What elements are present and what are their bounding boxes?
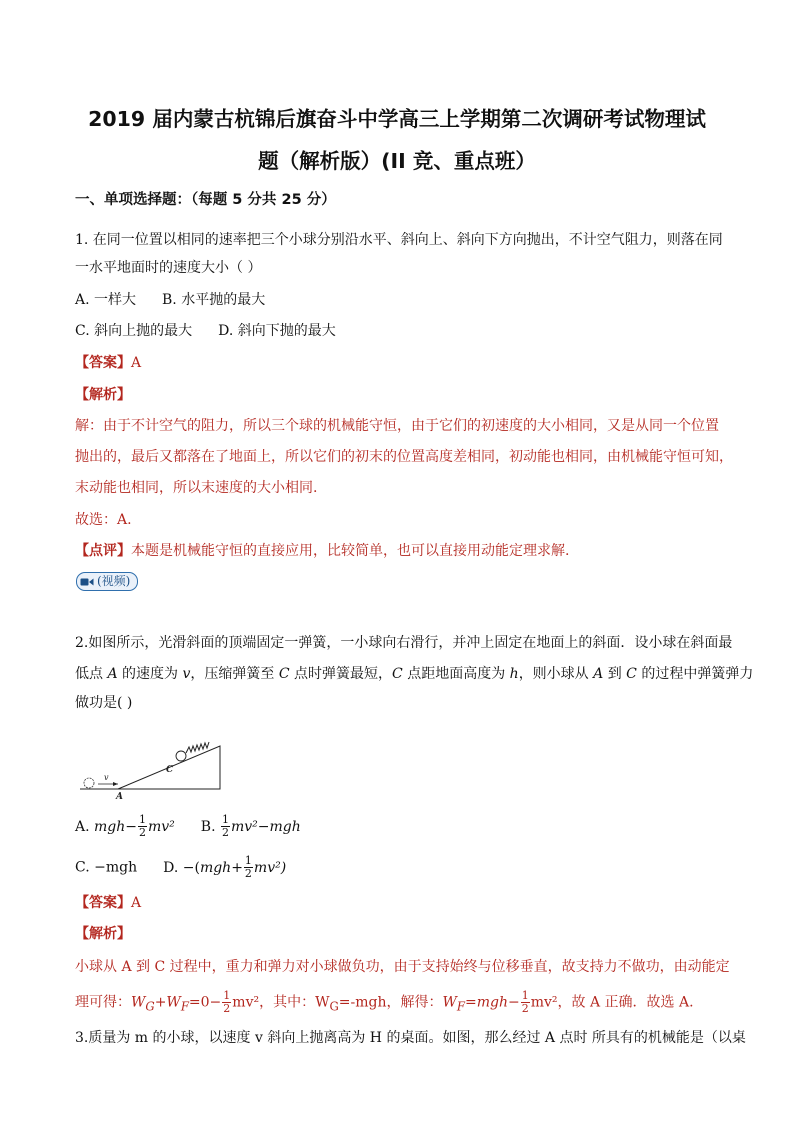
q1-options-row2 (75, 321, 336, 341)
q2-answer (75, 893, 141, 913)
q1-answer-value: A (131, 355, 142, 371)
q1-analysis-line3: 末动能也相同，所以末速度的大小相同. (75, 480, 318, 496)
doc-title-line1: 2019 届内蒙古杭锦后旗奋斗中学高三上学期第二次调研考试物理试 (88, 107, 706, 131)
video-link-label: (视频) (97, 574, 131, 588)
section-heading: 一、单项选择题：（每题 5 分共 25 分） (75, 192, 336, 208)
q2-answer-value: A (131, 895, 142, 911)
q1-option-b: B. 水平抛的最大 (162, 292, 266, 308)
q2-option-a: A. mgh− $\frac{1}{2}$ mv² (75, 813, 175, 839)
video-camera-icon (80, 577, 94, 587)
point-a-label: A (116, 792, 123, 800)
q1-option-d: D. 斜向下抛的最大 (218, 323, 336, 339)
q2-stem-line3: 做功是( ) (75, 695, 133, 711)
q2-options-row2 (75, 855, 286, 880)
q3-stem-line1: 3.质量为 m 的小球，以速度 v 斜向上抛离高为 H 的桌面。如图，那么经过 A 点时 所具有的机械能是（以桌 (75, 1030, 746, 1046)
q2-stem-line1: 2.如图所示，光滑斜面的顶端固定一弹簧，一小球向右滑行，并冲上固定在地面上的斜面．设小球在斜面最 (75, 635, 733, 651)
q1-answer (75, 353, 141, 373)
velocity-label: v (104, 773, 109, 782)
q1-analysis-line1: 解：由于不计空气的阻力，所以三个球的机械能守恒，由于它们的初速度的大小相同，又是从同一个位置 (75, 418, 719, 434)
q1-comment-tag: 【点评】 (75, 543, 131, 559)
q1-comment-text: 本题是机械能守恒的直接应用，比较简单，也可以直接用动能定理求解. (131, 543, 570, 559)
ball-icon (84, 778, 94, 788)
video-link-button[interactable] (76, 572, 138, 591)
point-c-label: C (166, 765, 174, 775)
q1-option-a: A. 一样大 (75, 292, 137, 308)
q2-analysis-line1: 小球从 A 到 C 过程中，重力和弹力对小球做负功，由于支持始终与位移垂直，故支持力不做功，由动能定 (75, 959, 730, 975)
q1-stem-line1: 1. 在同一位置以相同的速率把三个小球分别沿水平、斜向上、斜向下方向抛出，不计空气阻力，则落在同 (75, 232, 723, 248)
q2-option-d: D. −(mgh+ $\frac{1}{2}$ mv²) (163, 854, 287, 880)
q1-stem-line2: 一水平地面时的速度大小（ ） (75, 260, 262, 276)
q1-options-row1 (75, 290, 265, 310)
q1-choose: 故选：A. (75, 512, 132, 528)
ball-at-c-icon (176, 751, 186, 761)
q1-analysis-tag: 【解析】 (75, 387, 131, 403)
q2-option-b: B. $\frac{1}{2}$ mv²−mgh (200, 813, 301, 839)
q1-answer-tag: 【答案】 (75, 355, 131, 371)
q2-options-row1 (75, 814, 301, 839)
q2-analysis-line2: 理可得：$W_G+W_F=0-$ $\frac{1}{2}$ mv²，其中：$W_G=$-mgh，解得：$W_F=mgh-$ $\frac{1}{2}$ mv²，故 A 正确．故选 A. (75, 989, 694, 1015)
q2-analysis-tag: 【解析】 (75, 926, 131, 942)
incline-spring-figure (78, 738, 238, 800)
spring-coil (186, 742, 209, 753)
q1-option-c: C. 斜向上抛的最大 (75, 323, 193, 339)
q1-analysis-line2: 抛出的，最后又都落在了地面上，所以它们的初末的位置高度差相同，初动能也相同，由机械能守恒可知， (75, 449, 733, 465)
q1-comment (75, 541, 569, 561)
q2-option-c: C. −mgh (75, 859, 138, 876)
q2-stem-line2: 低点 A 的速度为 v，压缩弹簧至 C 点时弹簧最短，C 点距地面高度为 h，则小球从 A 到 C 的过程中弹簧弹力 (75, 666, 754, 682)
q2-answer-tag: 【答案】 (75, 895, 131, 911)
doc-title-line2: 题（解析版）(II 竞、重点班） (258, 149, 536, 173)
